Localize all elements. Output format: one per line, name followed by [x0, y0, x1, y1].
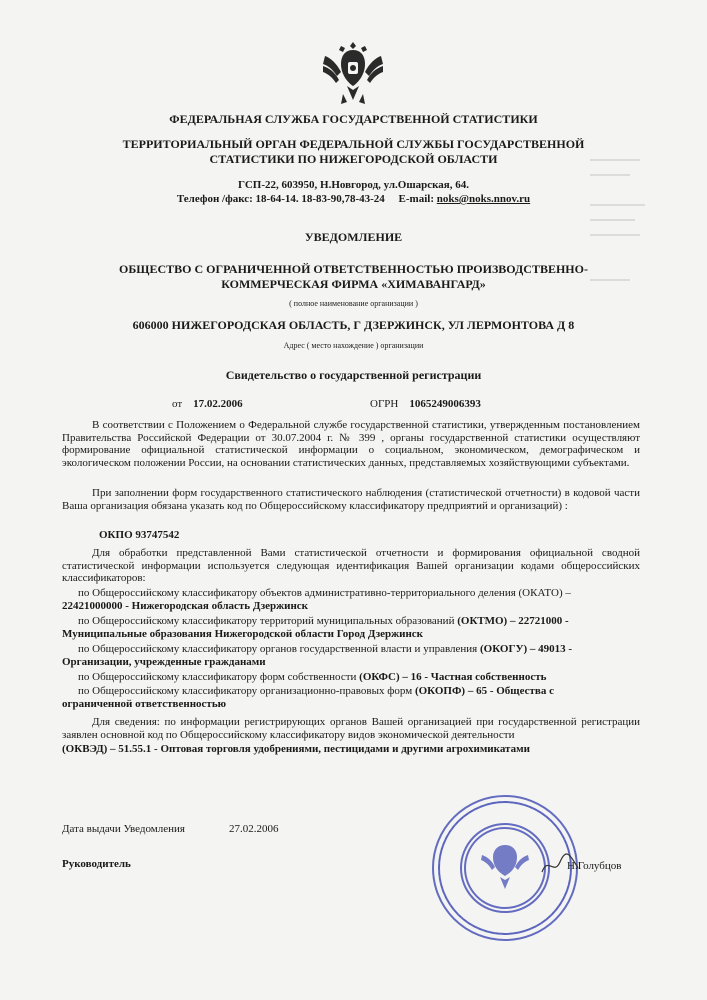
oktmo-value: Муниципальные образования Нижегородской области Город Дзержинск	[62, 628, 423, 640]
org-address: 606000 НИЖЕГОРОДСКАЯ ОБЛАСТЬ, Г ДЗЕРЖИНСК, УЛ ЛЕРМОНТОВА Д 8	[132, 318, 575, 332]
okogu-value: Организации, учрежденные гражданами	[62, 656, 266, 668]
federal-service-title: ФЕДЕРАЛЬНАЯ СЛУЖБА ГОСУДАРСТВЕННОЙ СТАТИСТИКИ	[169, 112, 538, 126]
ogrn-label: ОГРН	[370, 398, 399, 410]
okfs-prefix: по Общероссийскому классификатору форм собственности	[78, 671, 357, 683]
territorial-body-line1: ТЕРРИТОРИАЛЬНЫЙ ОРГАН ФЕДЕРАЛЬНОЙ СЛУЖБЫ ГОСУДАРСТВЕННОЙ	[122, 137, 585, 151]
email-link[interactable]: noks@noks.nnov.ru	[436, 193, 531, 205]
registration-date: 17.02.2006	[193, 398, 243, 410]
okopf-value: ограниченной ответственностью	[62, 698, 227, 710]
from-label: от	[172, 398, 183, 410]
paragraph-okved-info: Для сведения: по информации регистрирующих органов Вашей организацией при государственной регистрации заявлен основной код по Общероссийскому классификатору видов экономической деятельности	[62, 716, 640, 741]
issue-date: 27.02.2006	[229, 823, 279, 835]
okato-line	[78, 587, 571, 600]
document-title: УВЕДОМЛЕНИЕ	[304, 230, 403, 244]
okved-value: (ОКВЭД) – 51.55.1 - Оптовая торговля удобрениями, пестицидами и другими агрохимикатами	[62, 743, 530, 755]
org-address-caption: Адрес ( место нахождение ) организации	[283, 341, 424, 350]
paragraph-classifiers: Для обработки представленной Вами статистической отчетности и формирования официальной сводной статистической информации используется следующая идентификация Вашей организации кодами общероссийских классификаторов:	[62, 547, 640, 585]
contact-line	[0, 193, 707, 205]
issue-date-label: Дата выдачи Уведомления	[62, 823, 185, 835]
ogrn-value: 1065249006393	[409, 398, 481, 410]
okopf-line	[78, 685, 554, 698]
oktmo-line	[78, 615, 569, 628]
okopf-code: (ОКОПФ) – 65 - Общества с	[414, 685, 554, 697]
org-name-line1: ОБЩЕСТВО С ОГРАНИЧЕННОЙ ОТВЕТСТВЕННОСТЬЮ ПРОИЗВОДСТВЕННО-	[119, 262, 588, 276]
registration-title: Свидетельство о государственной регистрации	[225, 368, 482, 382]
head-name: Н.Голубцов	[567, 860, 622, 872]
oktmo-prefix: по Общероссийскому классификатору территорий муниципальных образований	[78, 615, 455, 627]
okogu-line	[78, 643, 572, 656]
okpo-code: ОКПО 93747542	[99, 529, 180, 541]
phone-fax: Телефон /факс: 18-64-14. 18-83-90,78-43-24	[176, 193, 385, 205]
ogrn-row	[370, 398, 481, 411]
oktmo-code: (ОКТМО) – 22721000 -	[457, 615, 569, 627]
registration-date-row	[172, 398, 243, 411]
org-name-caption: ( полное наименование организации )	[289, 299, 418, 308]
org-name-line2: КОММЕРЧЕСКАЯ ФИРМА «ХИМАВАНГАРД»	[221, 277, 486, 291]
okogu-code: (ОКОГУ) – 49013 -	[479, 643, 573, 655]
head-label: Руководитель	[62, 858, 131, 870]
okopf-prefix: по Общероссийскому классификатору организационно-правовых форм	[78, 685, 413, 697]
okfs-line	[78, 671, 546, 684]
paragraph-form-filling: При заполнении форм государственного статистического наблюдения (статистической отчетности) в кодовой части Ваша организация обязана указать код по Общероссийскому классификатору предприятий и организаций) :	[62, 487, 640, 512]
okogu-prefix: по Общероссийскому классификатору органов государственной власти и управления	[78, 643, 478, 655]
double-headed-eagle-emblem	[321, 36, 385, 108]
email-label: E-mail:	[398, 193, 434, 205]
agency-address: ГСП-22, 603950, Н.Новгород, ул.Ошарская, 64.	[238, 179, 469, 191]
territorial-body-line2: СТАТИСТИКИ ПО НИЖЕГОРОДСКОЙ ОБЛАСТИ	[209, 152, 498, 166]
okfs-value: (ОКФС) – 16 - Частная собственность	[359, 671, 547, 683]
okato-value: 22421000000 - Нижегородская область Дзержинск	[62, 600, 308, 612]
okato-prefix: по Общероссийскому классификатору объектов административно-территориального деления (ОКАТО) –	[78, 587, 571, 599]
paragraph-regulation: В соответствии с Положением о Федеральной службе государственной статистики, утвержденным постановлением Правительства Российской Федерации от 30.07.2004 г. № 399 , органы государственной статистики осуществляют формирование официальной статистической информации о социальном, экономическом, демографическом и экологическом положении России, на основании статистических данных, представляемых хозяйствующими субъектами.	[62, 419, 640, 469]
